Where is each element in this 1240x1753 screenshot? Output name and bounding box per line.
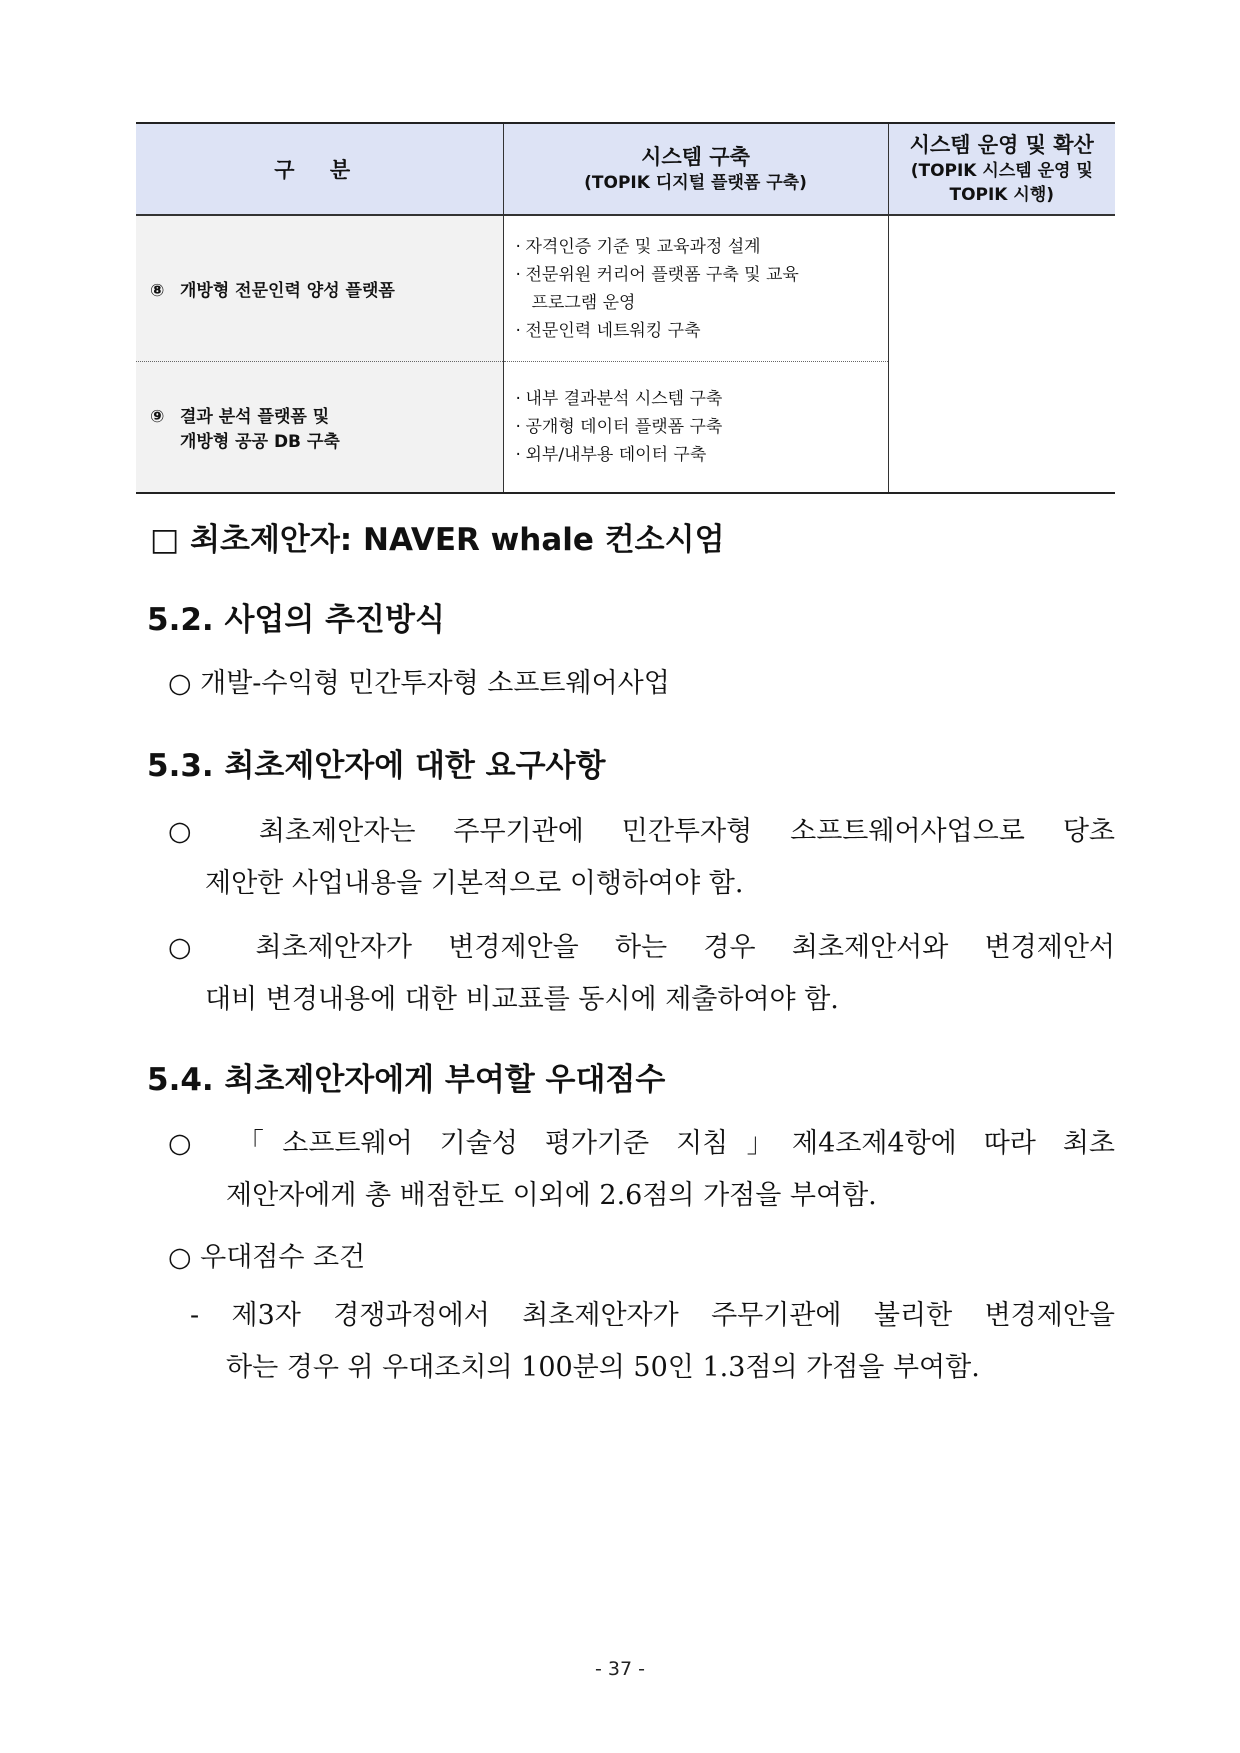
header-system-ops-title: 시스템 운영 및 확산: [909, 133, 1094, 157]
row-items: [503, 362, 888, 494]
header-system-ops-sub2: TOPIK 시행): [949, 185, 1055, 205]
list-item: 프로그램 운영: [531, 292, 636, 313]
para-5-4-1-line2: 제안자에게 총 배점한도 이외에 2.6점의 가점을 부여함.: [226, 1180, 877, 1211]
header-category: 구 분: [136, 123, 503, 215]
list-item: · 전문인력 네트워킹 구축: [515, 320, 701, 341]
para-5-3-1-line1: ○ 최초제안자는 주무기관에 민간투자형 소프트웨어사업으로 당초: [168, 816, 1115, 847]
para-5-4-3-line2: 하는 경우 위 우대조치의 100분의 50인 1.3점의 가점을 부여함.: [226, 1352, 980, 1383]
row-category: ⑧ 개방형 전문인력 양성 플랫폼: [136, 215, 503, 362]
section-heading-5-2: 5.2. 사업의 추진방식: [147, 602, 445, 638]
para-5-4-3-line1: - 제3자 경쟁과정에서 최초제안자가 주무기관에 불리한 변경제안을: [190, 1300, 1115, 1331]
page-number: - 37 -: [595, 1658, 645, 1680]
header-system-ops-sub1: (TOPIK 시스템 운영 및: [910, 161, 1093, 181]
header-system-build-title: 시스템 구축: [641, 145, 750, 169]
header-system-build-sub: (TOPIK 디지털 플랫폼 구축): [584, 173, 807, 193]
row-category: ⑨ 결과 분석 플랫폼 및 개방형 공공 DB 구축: [136, 362, 503, 494]
section-heading-5-3: 5.3. 최초제안자에 대한 요구사항: [147, 748, 606, 784]
table-header-row: [136, 123, 1115, 215]
para-5-2-1: ○ 개발-수익형 민간투자형 소프트웨어사업: [168, 668, 670, 699]
proposer-heading: □ 최초제안자: NAVER whale 컨소시엄: [150, 522, 725, 558]
section-heading-5-4: 5.4. 최초제안자에게 부여할 우대점수: [147, 1062, 666, 1098]
list-item: · 전문위원 커리어 플랫폼 구축 및 교육: [515, 264, 799, 285]
ops-cell: [888, 215, 1115, 493]
list-item: · 공개형 데이터 플랫폼 구축: [515, 417, 723, 437]
para-5-3-2-line1: ○ 최초제안자가 변경제안을 하는 경우 최초제안서와 변경제안서: [168, 932, 1115, 963]
para-5-4-2: ○ 우대점수 조건: [168, 1242, 366, 1273]
list-item: · 자격인증 기준 및 교육과정 설계: [515, 236, 761, 257]
row-items: [503, 215, 888, 362]
list-item: · 외부/내부용 데이터 구축: [515, 445, 707, 465]
para-5-4-1-line1: ○ 「소프트웨어 기술성 평가기준 지침」제4조제4항에 따라 최초: [168, 1128, 1115, 1159]
header-system-build: [503, 123, 888, 215]
para-5-3-1-line2: 제안한 사업내용을 기본적으로 이행하여야 함.: [205, 868, 744, 899]
list-item: · 내부 결과분석 시스템 구축: [515, 389, 723, 409]
table-row: [136, 215, 1115, 362]
para-5-3-2-line2: 대비 변경내용에 대한 비교표를 동시에 제출하여야 함.: [205, 984, 839, 1015]
plan-table: [136, 122, 1115, 494]
header-system-ops: [888, 123, 1115, 215]
